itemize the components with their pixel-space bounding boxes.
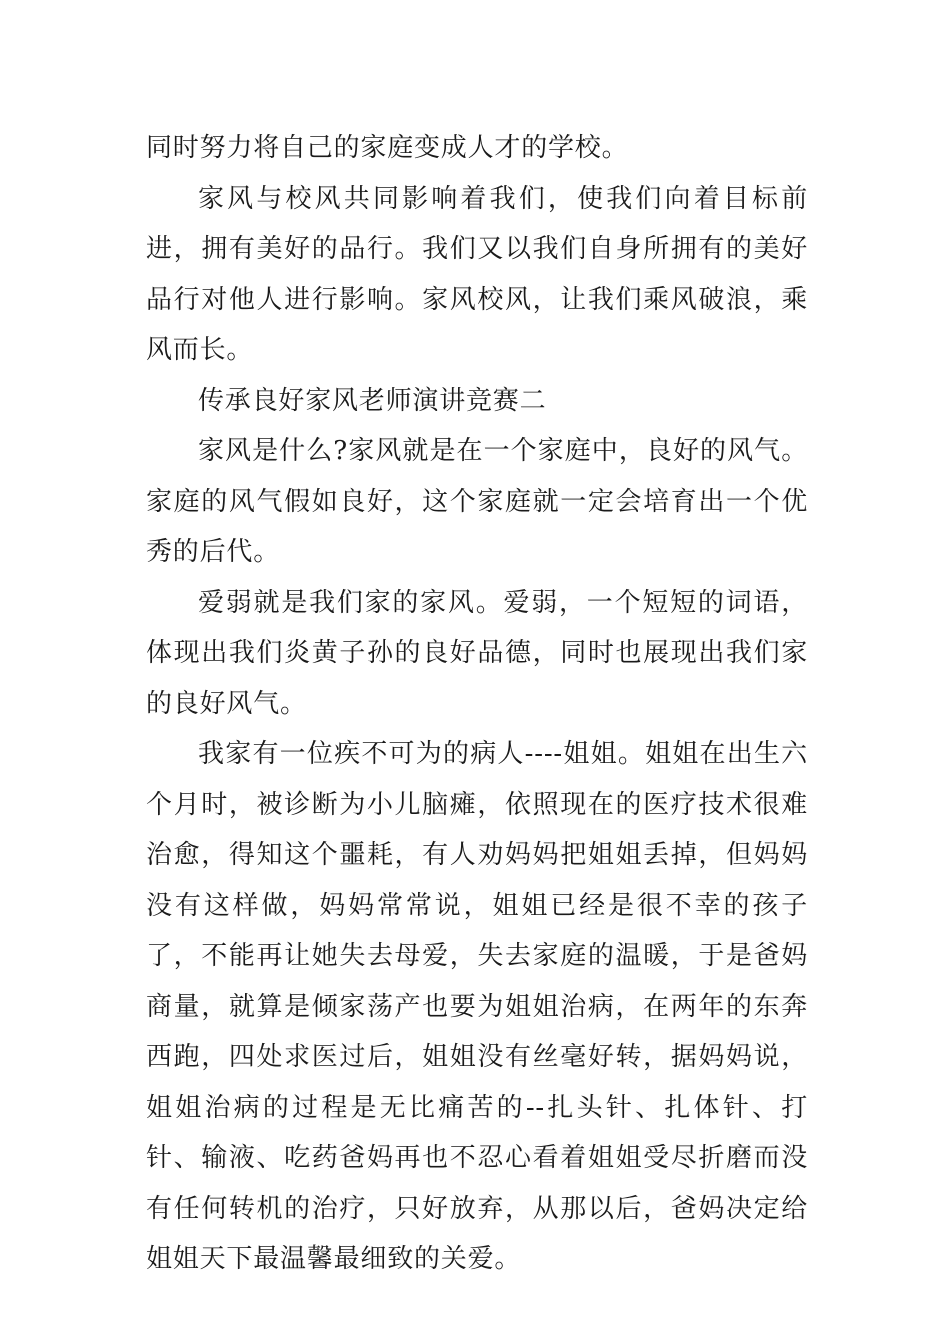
section-heading: 传承良好家风老师演讲竞赛二 <box>198 385 547 416</box>
paragraph-what-is-family-style: 家风是什么?家风就是在一个家庭中，良好的风气。家庭的风气假如良好，这个家庭就一定会培育出一个优秀的后代。 <box>146 436 808 567</box>
paragraph-love-the-weak: 爱弱就是我们家的家风。爱弱，一个短短的词语，体现出我们炎黄子孙的良好品德，同时也展现出我们家的良好风气。 <box>146 587 808 719</box>
paragraph-family-school-style: 家风与校风共同影响着我们，使我们向着目标前进，拥有美好的品行。我们又以我们自身所拥有的美好品行对他人进行影响。家风校风，让我们乘风破浪，乘风而长。 <box>146 183 808 365</box>
paragraph-continued: 同时努力将自己的家庭变成人才的学校。 <box>146 133 629 163</box>
paragraph-sister-story: 我家有一位疾不可为的病人----姐姐。姐姐在出生六个月时，被诊断为小儿脑瘫，依照现在的医疗技术很难治愈，得知这个噩耗，有人劝妈妈把姐姐丢掉，但妈妈没有这样做，妈妈常常说，姐姐已经是很不幸的孩子了，不能再让她失去母爱，失去家庭的温暖，于是爸妈商量，就算是倾家荡产也要为姐姐治病，在两年的东奔西跑，四处求医过后，姐姐没有丝毫好转，据妈妈说，姐姐治病的过程是无比痛苦的--扎头针、扎体针、打针、输液、吃药爸妈再也不忍心看着姐姐受尽折磨而没有任何转机的治疗，只好放弃，从那以后，爸妈决定给姐姐天下最温馨最细致的关爱。 <box>146 739 808 1274</box>
document-body <box>146 123 808 1285</box>
